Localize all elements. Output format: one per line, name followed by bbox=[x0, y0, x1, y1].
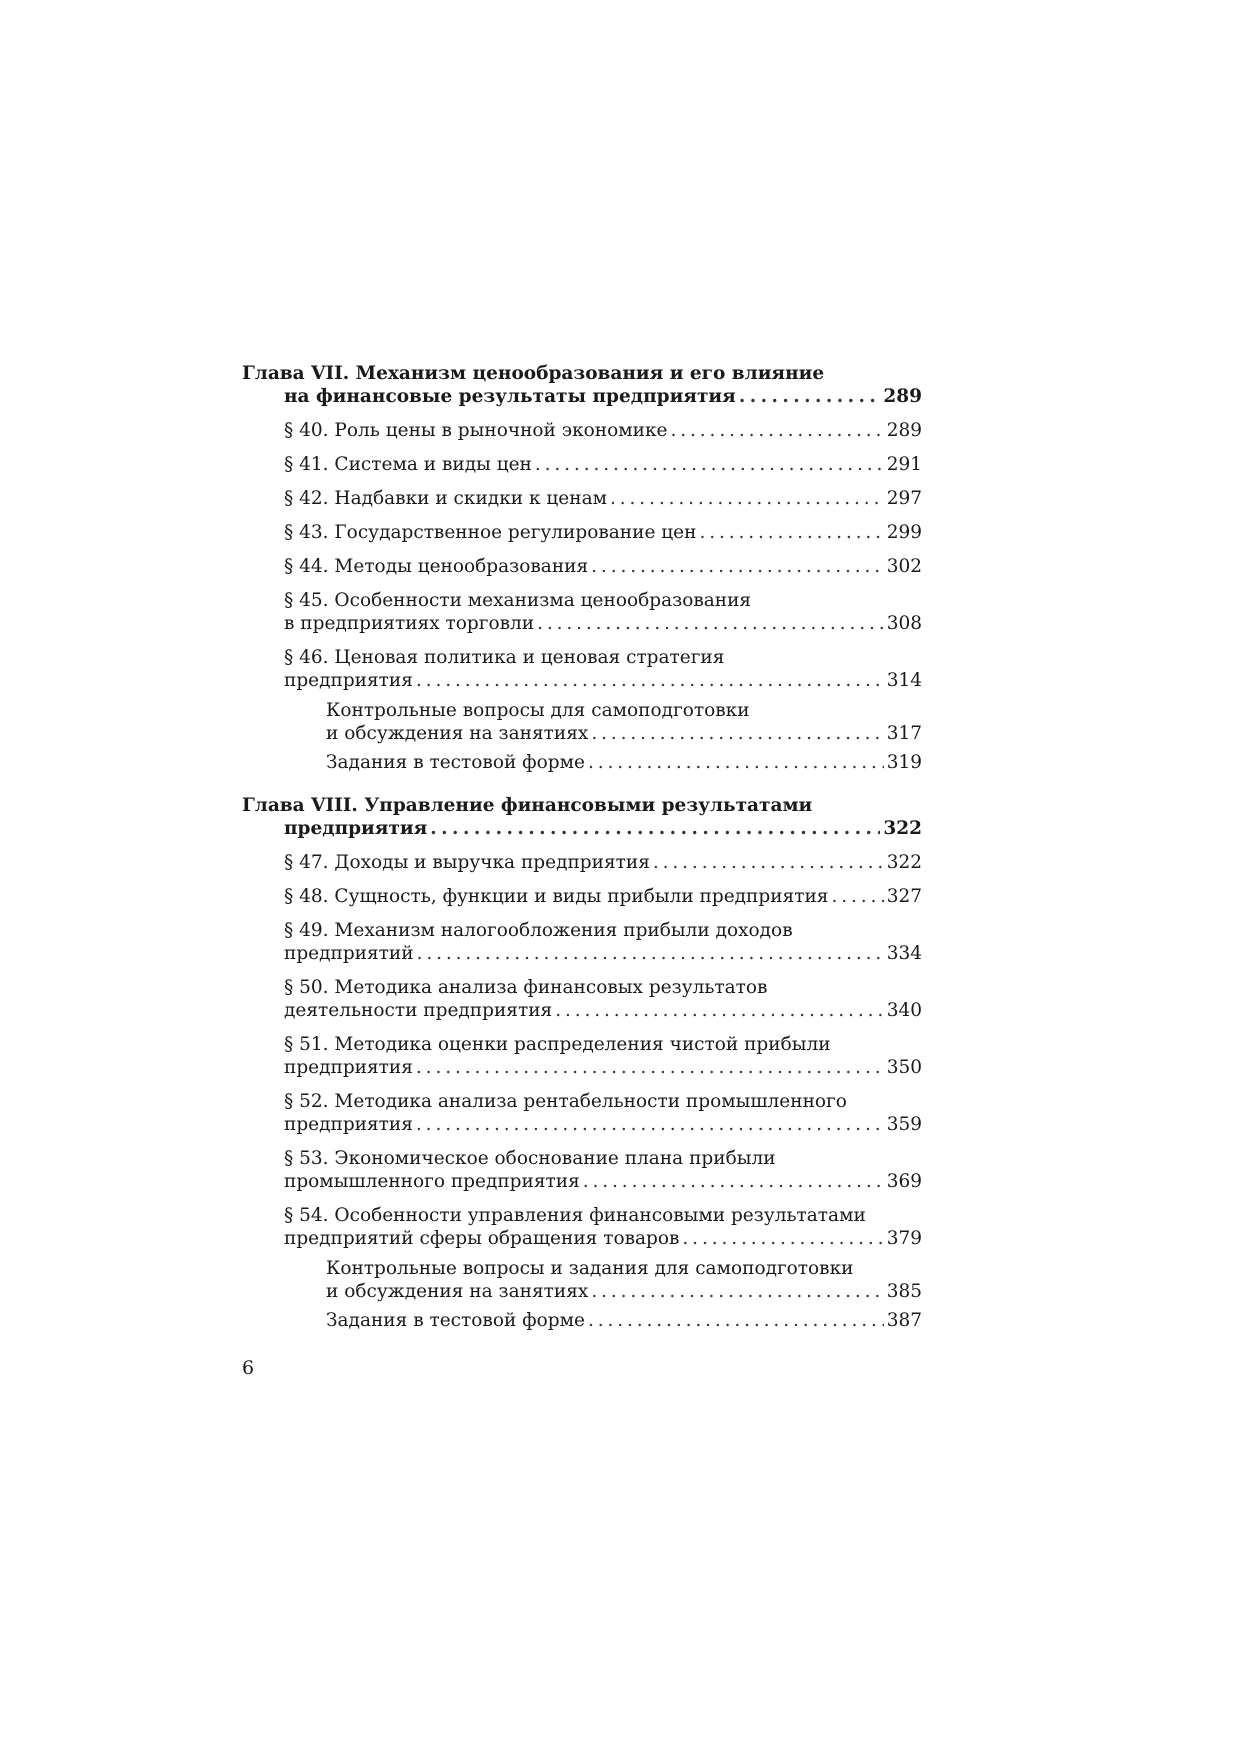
toc-entry-text: в предприятиях торговли bbox=[284, 613, 535, 634]
toc-subitem bbox=[242, 1257, 922, 1303]
toc-entry-text: § 44. Методы ценообразования bbox=[284, 556, 589, 577]
toc-section bbox=[242, 589, 922, 635]
toc-page-number: 379 bbox=[886, 1228, 922, 1249]
toc-section bbox=[242, 521, 922, 544]
toc-entry-line bbox=[284, 885, 922, 908]
toc-entry-text: Глава VII. Механизм ценообразования и его влияние bbox=[242, 363, 825, 384]
toc-entry-line bbox=[284, 419, 922, 442]
dot-leader bbox=[739, 385, 881, 408]
toc-section bbox=[242, 976, 922, 1022]
toc-page-number: 334 bbox=[886, 943, 922, 964]
toc-section bbox=[242, 555, 922, 578]
toc-section bbox=[242, 885, 922, 908]
toc-entry-line bbox=[284, 521, 922, 544]
toc-page-number: 322 bbox=[886, 852, 922, 873]
toc-entry-text: предприятий сферы обращения товаров bbox=[284, 1228, 680, 1249]
toc-entry-text: промышленного предприятия bbox=[284, 1171, 580, 1192]
dot-leader bbox=[588, 751, 884, 774]
dot-leader bbox=[831, 885, 883, 908]
dot-leader bbox=[682, 1227, 883, 1250]
toc-section bbox=[242, 1204, 922, 1250]
toc-page-number: 299 bbox=[886, 522, 922, 543]
dot-leader bbox=[591, 1280, 883, 1303]
page-number: 6 bbox=[242, 1357, 255, 1379]
toc-page-number: 350 bbox=[886, 1057, 922, 1078]
toc-entry-text: § 42. Надбавки и скидки к ценам bbox=[284, 488, 608, 509]
toc-entry-text: предприятий bbox=[284, 943, 414, 964]
toc-entry-line bbox=[284, 999, 922, 1022]
toc-entry-text: § 53. Экономическое обоснование плана прибыли bbox=[284, 1148, 776, 1169]
dot-leader bbox=[535, 453, 884, 476]
table-of-contents bbox=[242, 362, 922, 1352]
toc-section bbox=[242, 851, 922, 874]
toc-entry-text: § 51. Методика оценки распределения чистой прибыли bbox=[284, 1034, 831, 1055]
toc-page-number: 289 bbox=[883, 386, 922, 407]
toc-entry-text: § 41. Система и виды цен bbox=[284, 454, 532, 475]
dot-leader bbox=[591, 555, 884, 578]
toc-section bbox=[242, 1090, 922, 1136]
toc-entry-line bbox=[326, 1280, 922, 1303]
toc-page-number: 387 bbox=[886, 1310, 922, 1331]
toc-entry-line bbox=[284, 453, 922, 476]
toc-entry-text: § 49. Механизм налогообложения прибыли доходов bbox=[284, 920, 793, 941]
toc-page-number: 297 bbox=[886, 488, 922, 509]
dot-leader bbox=[610, 487, 884, 510]
toc-entry-line bbox=[326, 751, 922, 774]
toc-entry-text: Глава VIII. Управление финансовыми результатами bbox=[242, 795, 813, 816]
toc-subitem bbox=[242, 751, 922, 774]
toc-section bbox=[242, 646, 922, 692]
toc-page-number: 302 bbox=[886, 556, 922, 577]
toc-page-number: 327 bbox=[886, 886, 922, 907]
dot-leader bbox=[591, 722, 883, 745]
toc-entry-line bbox=[242, 385, 922, 408]
toc-subitem bbox=[242, 1309, 922, 1332]
dot-leader bbox=[430, 817, 880, 840]
toc-entry-text: Задания в тестовой форме bbox=[326, 752, 585, 773]
toc-entry-text: § 43. Государственное регулирование цен bbox=[284, 522, 697, 543]
toc-entry-text: § 50. Методика анализа финансовых результатов bbox=[284, 977, 768, 998]
dot-leader bbox=[671, 419, 884, 442]
dot-leader bbox=[583, 1170, 884, 1193]
toc-entry-text: Задания в тестовой форме bbox=[326, 1310, 585, 1331]
toc-section bbox=[242, 1033, 922, 1079]
toc-entry-text: и обсуждения на занятиях bbox=[326, 1281, 589, 1302]
toc-page-number: 369 bbox=[886, 1171, 922, 1192]
toc-page-number: 289 bbox=[886, 420, 922, 441]
toc-entry-line bbox=[284, 612, 922, 635]
toc-entry-text: деятельности предприятия bbox=[284, 1000, 553, 1021]
toc-entry-text: § 47. Доходы и выручка предприятия bbox=[284, 852, 650, 873]
toc-entry-line bbox=[284, 487, 922, 510]
toc-entry-text: Контрольные вопросы и задания для самоподготовки bbox=[326, 1258, 854, 1279]
toc-entry-text: Контрольные вопросы для самоподготовки bbox=[326, 700, 750, 721]
toc-section bbox=[242, 919, 922, 965]
toc-subitem bbox=[242, 699, 922, 745]
toc-entry-line bbox=[326, 1309, 922, 1332]
toc-entry-line bbox=[284, 942, 922, 965]
dot-leader bbox=[699, 521, 883, 544]
toc-entry-text: предприятия bbox=[284, 818, 428, 839]
toc-entry-line bbox=[326, 722, 922, 745]
toc-page-number: 314 bbox=[886, 670, 922, 691]
dot-leader bbox=[416, 1113, 884, 1136]
toc-entry-text: предприятия bbox=[284, 1057, 413, 1078]
toc-entry-line bbox=[284, 555, 922, 578]
toc-entry-text: § 40. Роль цены в рыночной экономике bbox=[284, 420, 668, 441]
toc-entry-text: предприятия bbox=[284, 670, 413, 691]
toc-page-number: 359 bbox=[886, 1114, 922, 1135]
toc-page-number: 317 bbox=[886, 723, 922, 744]
dot-leader bbox=[416, 1056, 884, 1079]
toc-entry-line bbox=[284, 669, 922, 692]
toc-section bbox=[242, 453, 922, 476]
toc-entry-line bbox=[284, 1056, 922, 1079]
toc-section bbox=[242, 487, 922, 510]
toc-entry-line bbox=[284, 1113, 922, 1136]
toc-entry-text: на финансовые результаты предприятия bbox=[284, 386, 736, 407]
dot-leader bbox=[555, 999, 883, 1022]
dot-leader bbox=[417, 942, 884, 965]
toc-page-number: 291 bbox=[886, 454, 922, 475]
toc-page-number: 322 bbox=[883, 818, 922, 839]
toc-entry-line bbox=[242, 817, 922, 840]
toc-entry-text: § 45. Особенности механизма ценообразования bbox=[284, 590, 752, 611]
toc-section bbox=[242, 419, 922, 442]
toc-entry-line bbox=[284, 1227, 922, 1250]
toc-entry-text: § 52. Методика анализа рентабельности промышленного bbox=[284, 1091, 847, 1112]
toc-entry-text: и обсуждения на занятиях bbox=[326, 723, 589, 744]
toc-entry-text: § 46. Ценовая политика и ценовая стратегия bbox=[284, 647, 725, 668]
toc-entry-line bbox=[284, 1170, 922, 1193]
toc-section bbox=[242, 1147, 922, 1193]
dot-leader bbox=[653, 851, 884, 874]
chapter-heading bbox=[242, 362, 922, 408]
chapter-sections bbox=[242, 419, 922, 774]
chapter-sections bbox=[242, 851, 922, 1332]
toc-entry-text: § 54. Особенности управления финансовыми результатами bbox=[284, 1205, 866, 1226]
toc-entry-line bbox=[284, 851, 922, 874]
chapter-heading bbox=[242, 794, 922, 840]
toc-entry-text: предприятия bbox=[284, 1114, 413, 1135]
toc-page-number: 319 bbox=[886, 752, 922, 773]
dot-leader bbox=[537, 612, 884, 635]
dot-leader bbox=[416, 669, 884, 692]
toc-page-number: 340 bbox=[886, 1000, 922, 1021]
toc-page-number: 385 bbox=[886, 1281, 922, 1302]
toc-page-number: 308 bbox=[886, 613, 922, 634]
dot-leader bbox=[588, 1309, 884, 1332]
toc-entry-text: § 48. Сущность, функции и виды прибыли предприятия bbox=[284, 886, 829, 907]
